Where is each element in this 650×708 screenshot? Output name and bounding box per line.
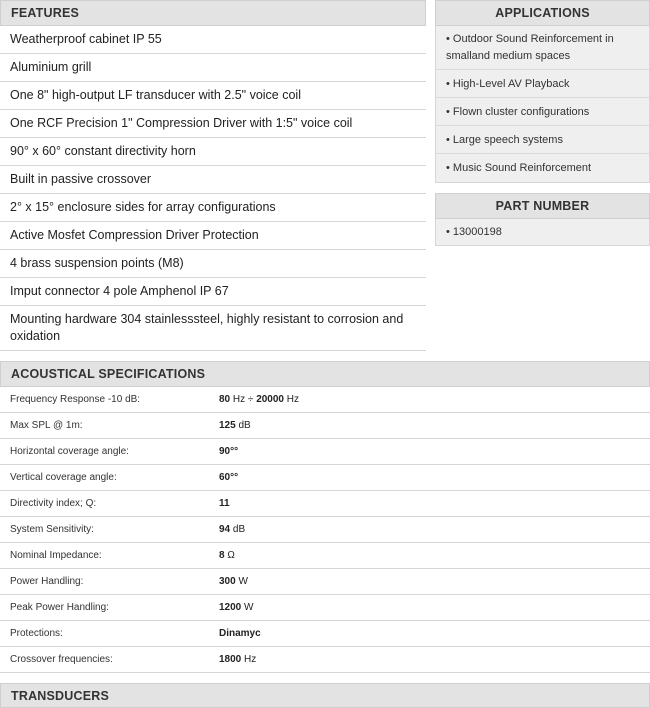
application-item: • Flown cluster configurations [436, 98, 649, 126]
spec-value-unit: dB [238, 420, 251, 431]
spec-row [0, 413, 650, 439]
part-number-box [435, 219, 650, 246]
features-list [0, 26, 426, 351]
applications-heading: APPLICATIONS [435, 0, 650, 26]
spec-row [0, 517, 650, 543]
application-item: • High-Level AV Playback [436, 70, 649, 98]
spec-label: Crossover frequencies: [10, 654, 113, 665]
spec-label: Nominal Impedance: [10, 550, 102, 561]
spec-value-number: 80 [219, 394, 231, 405]
spec-row [0, 621, 650, 647]
part-number-value: • 13000198 [446, 226, 502, 238]
spec-value [219, 465, 238, 490]
spec-value-unit: W [238, 576, 248, 587]
spec-value-unit: Hz [286, 394, 300, 405]
feature-item: Weatherproof cabinet IP 55 [0, 26, 426, 54]
spec-row [0, 647, 650, 673]
spec-value-unit: dB [232, 524, 246, 535]
spec-value-number: 20000 [256, 394, 284, 405]
application-item: • Large speech systems [436, 126, 649, 154]
feature-item: 2° x 15° enclosure sides for array configurations [0, 194, 426, 222]
spec-label: System Sensitivity: [10, 524, 94, 535]
feature-item: One 8" high-output LF transducer with 2.5" voice coil [0, 82, 426, 110]
feature-item: Aluminium grill [0, 54, 426, 82]
spec-value-number: 300 [219, 576, 236, 587]
spec-label: Frequency Response -10 dB: [10, 394, 141, 405]
spec-row [0, 491, 650, 517]
application-item: • Outdoor Sound Reinforcement in smalland medium spaces [436, 26, 649, 70]
part-number-heading: PART NUMBER [435, 193, 650, 219]
spec-label: Horizontal coverage angle: [10, 446, 129, 457]
spec-value-number: 1200 [219, 602, 242, 613]
spec-value-number: Dinamyc [219, 628, 261, 639]
spec-value [219, 491, 230, 516]
spec-value-number: 11 [219, 498, 230, 509]
spec-label: Protections: [10, 628, 63, 639]
applications-box [435, 26, 650, 183]
spec-row [0, 543, 650, 569]
acoustical-specs-table [0, 387, 650, 673]
spec-value-number: 90° [219, 446, 235, 457]
feature-item: Mounting hardware 304 stainlesssteel, highly resistant to corrosion and oxidation [0, 306, 426, 351]
acoustical-specs-panel [0, 361, 650, 673]
applications-list [436, 26, 649, 182]
spec-value-number: 60° [219, 472, 235, 483]
feature-item: 90° x 60° constant directivity horn [0, 138, 426, 166]
spec-row [0, 569, 650, 595]
spec-value-unit: Hz [244, 654, 257, 665]
spec-label: Max SPL @ 1m: [10, 420, 83, 431]
spec-label: Vertical coverage angle: [10, 472, 117, 483]
spec-value [219, 647, 256, 672]
spec-value [219, 595, 253, 620]
spec-value [219, 439, 238, 464]
spec-value-number: 125 [219, 420, 236, 431]
transducers-heading: TRANSDUCERS [0, 683, 650, 708]
spec-value [219, 387, 299, 412]
features-heading: FEATURES [0, 0, 426, 26]
spec-value-unit: ° [234, 472, 239, 483]
spec-value [219, 543, 235, 568]
spec-label: Peak Power Handling: [10, 602, 109, 613]
transducers-panel [0, 683, 650, 708]
spec-row [0, 439, 650, 465]
feature-item: 4 brass suspension points (M8) [0, 250, 426, 278]
spec-row [0, 387, 650, 413]
spec-value-number: 1800 [219, 654, 242, 665]
spec-value-number: 94 [219, 524, 231, 535]
spec-value-number: 8 [219, 550, 225, 561]
spec-value-unit: W [244, 602, 254, 613]
spec-row [0, 595, 650, 621]
spec-value-unit: Hz ÷ [232, 394, 254, 405]
spec-value-unit: Ω [227, 550, 235, 561]
spec-label: Directivity index; Q: [10, 498, 97, 509]
feature-item: Active Mosfet Compression Driver Protection [0, 222, 426, 250]
spec-value-unit: ° [234, 446, 239, 457]
spec-label: Power Handling: [10, 576, 84, 587]
application-item: • Music Sound Reinforcement [446, 162, 592, 174]
part-number-panel [435, 193, 650, 246]
spec-value [219, 569, 248, 594]
spec-row [0, 465, 650, 491]
acoustical-specs-heading: ACOUSTICAL SPECIFICATIONS [0, 361, 650, 387]
spec-value [219, 517, 245, 542]
spec-value [219, 621, 261, 646]
feature-item: Imput connector 4 pole Amphenol IP 67 [0, 278, 426, 306]
feature-item: Built in passive crossover [0, 166, 426, 194]
feature-item: One RCF Precision 1" Compression Driver with 1:5" voice coil [0, 110, 426, 138]
features-panel [0, 0, 426, 351]
applications-panel [435, 0, 650, 183]
spec-value [219, 413, 251, 438]
